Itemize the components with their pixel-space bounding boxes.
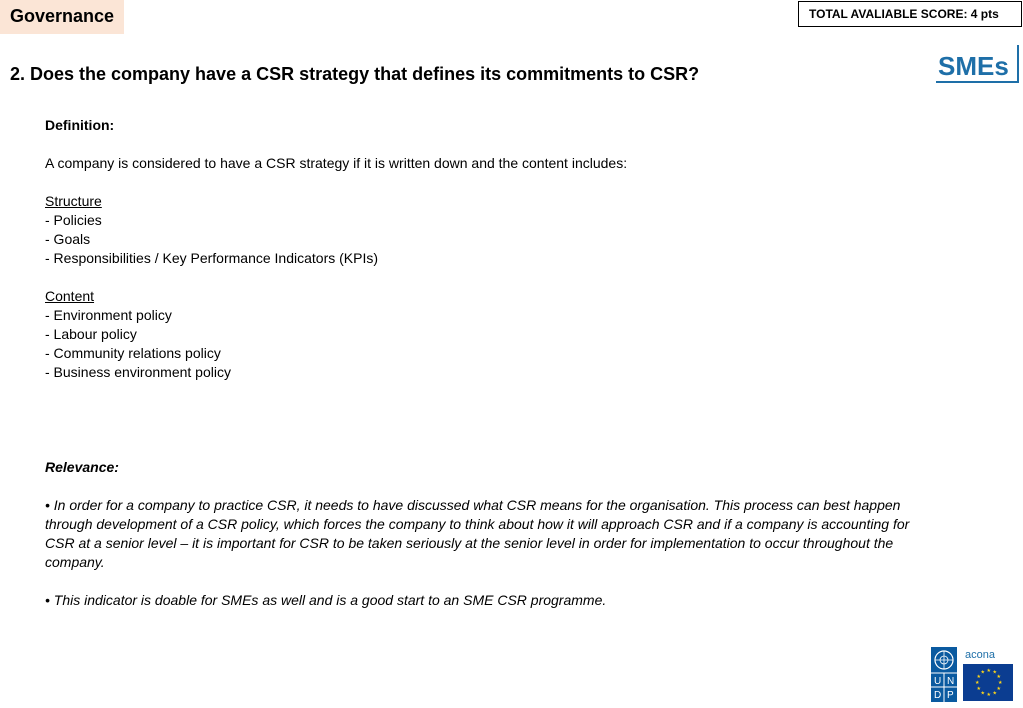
- svg-text:★: ★: [986, 668, 991, 674]
- list-item: - Labour policy: [45, 326, 137, 342]
- list-item: - Environment policy: [45, 307, 172, 323]
- definition-intro: A company is considered to have a CSR strategy if it is written down and the content includes:: [45, 155, 628, 171]
- svg-text:★: ★: [980, 690, 985, 697]
- content-heading: Content: [45, 288, 95, 304]
- undp-letter: N: [947, 676, 955, 687]
- svg-text:★: ★: [980, 669, 985, 676]
- svg-text:★: ★: [975, 680, 980, 686]
- svg-text:★: ★: [976, 686, 981, 692]
- total-score-box: TOTAL AVALIABLE SCORE: 4 pts: [798, 1, 1022, 27]
- partner-logos: [931, 647, 1013, 702]
- question-title: 2. Does the company have a CSR strategy that defines its commitments to CSR?: [10, 64, 700, 84]
- list-item: - Policies: [45, 212, 102, 228]
- svg-text:★: ★: [996, 674, 1001, 680]
- structure-heading: Structure: [45, 193, 102, 209]
- content-body: [45, 116, 925, 610]
- smes-logo-text: SMEs: [938, 51, 1009, 81]
- list-item: - Responsibilities / Key Performance Indicators (KPIs): [45, 250, 379, 266]
- acona-logo-text: acona: [965, 649, 995, 661]
- section-tag: Governance: [0, 0, 124, 34]
- list-item: - Business environment policy: [45, 364, 231, 380]
- relevance-heading: Relevance:: [45, 459, 119, 475]
- definition-heading: Definition:: [45, 117, 115, 133]
- svg-text:★: ★: [992, 690, 997, 697]
- svg-text:★: ★: [996, 686, 1001, 692]
- eu-flag-logo: [963, 664, 1013, 701]
- smes-logo: [934, 42, 1020, 85]
- undp-letter: P: [947, 690, 954, 701]
- undp-letter: D: [934, 690, 942, 701]
- relevance-bullet: • This indicator is doable for SMEs as well and is a good start to an SME CSR programme.: [45, 592, 607, 608]
- svg-text:★: ★: [998, 680, 1003, 686]
- undp-logo: [931, 647, 957, 702]
- svg-text:★: ★: [986, 692, 991, 698]
- svg-text:★: ★: [976, 674, 981, 680]
- undp-letter: U: [934, 676, 942, 687]
- svg-text:★: ★: [992, 669, 997, 676]
- list-item: - Community relations policy: [45, 345, 221, 361]
- relevance-bullet: • In order for a company to practice CSR, it needs to have discussed what CSR means for the organisation. This process can best happen through development of a CSR policy, which forces the company to think about how it will approach CSR and if a company is accounting for CSR at a senior level – it is important for CSR to be taken seriously at the senior level in order for implementation to occur throughout the company.: [45, 497, 910, 570]
- list-item: - Goals: [45, 231, 91, 247]
